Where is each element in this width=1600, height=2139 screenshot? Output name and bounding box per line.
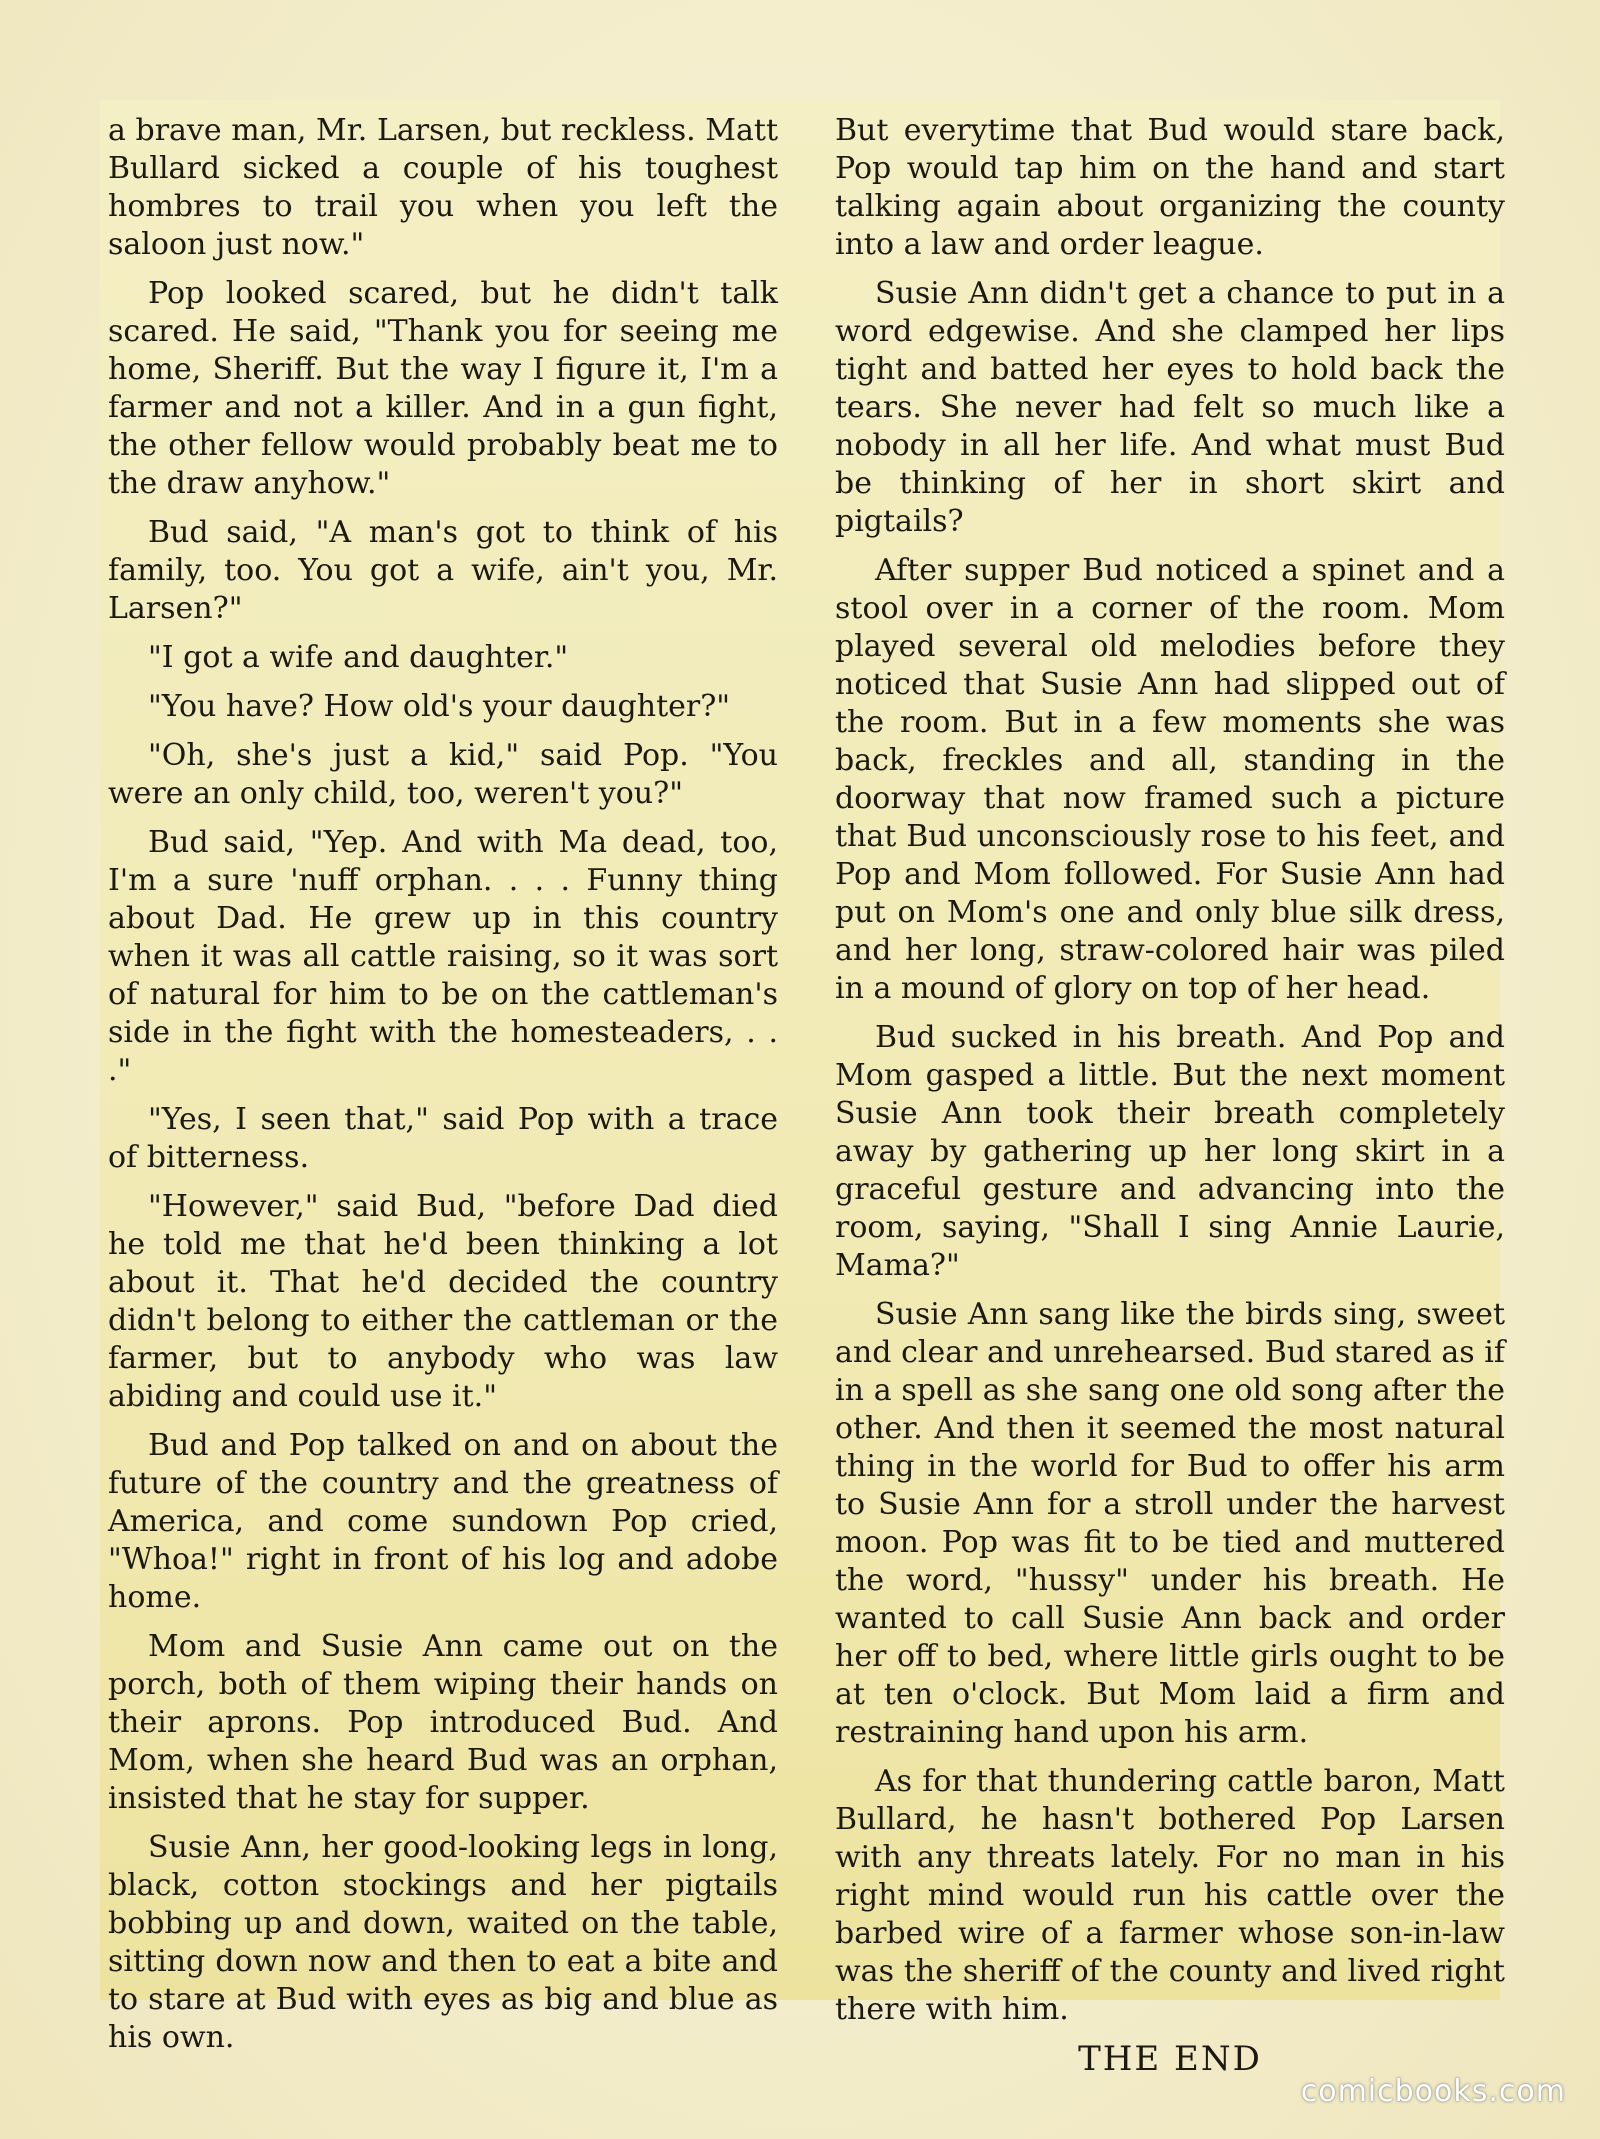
- paragraph: But everytime that Bud would stare back, Pop would tap him on the hand and start talking again about organizing the county into a law and order league.: [835, 113, 1505, 262]
- paragraph: Susie Ann sang like the birds sing, sweet and clear and unrehearsed. Bud stared as if in a spell as she sang one old song after the other. And then it seemed the most natural thing in the world for Bud to offer his arm to Susie Ann for a stroll under the harvest moon. Pop was fit to be tied and muttered the word, "hussy" under his breath. He wanted to call Susie Ann back and order her off to bed, where little girls ought to be at ten o'clock. But Mom laid a firm and restraining hand upon his arm.: [835, 1297, 1505, 1750]
- paragraph: Susie Ann didn't get a chance to put in a word edgewise. And she clamped her lips tight and batted her eyes to hold back the tears. She never had felt so much like a nobody in all her life. And what must Bud be thinking of her in short skirt and pigtails?: [835, 276, 1505, 539]
- paragraph: "I got a wife and daughter.": [148, 640, 569, 675]
- the-end-label: THE END: [1078, 2039, 1262, 2079]
- paragraph: Pop looked scared, but he didn't talk scared. He said, "Thank you for seeing me home, Sheriff. But the way I figure it, I'm a farmer and not a killer. And in a gun fight, the other fellow would probably beat me to the draw anyhow.": [108, 276, 778, 501]
- paragraph: Bud said, "A man's got to think of his family, too. You got a wife, ain't you, Mr. Larsen?": [108, 515, 778, 626]
- paragraph: Bud said, "Yep. And with Ma dead, too, I'm a sure 'nuff orphan. . . . Funny thing about Dad. He grew up in this country when it was all cattle raising, so it was sort of natural for him to be on the cattleman's side in the fight with the homesteaders, . . .": [108, 825, 778, 1088]
- watermark: comicbooks.com: [1300, 2074, 1566, 2109]
- paragraph: "Yes, I seen that," said Pop with a trace of bitterness.: [108, 1102, 778, 1175]
- paragraph: "You have? How old's your daughter?": [148, 689, 731, 724]
- paragraph: Bud and Pop talked on and on about the future of the country and the greatness of America, and come sundown Pop cried, "Whoa!" right in front of his log and adobe home.: [108, 1428, 778, 1615]
- paragraph: As for that thundering cattle baron, Matt Bullard, he hasn't bothered Pop Larsen with any threats lately. For no man in his right mind would run his cattle over the barbed wire of a farmer whose son-in-law was the sheriff of the county and lived right there with him.: [835, 1764, 1505, 2027]
- right-column: [835, 112, 1505, 2089]
- paragraph: "However," said Bud, "before Dad died he told me that he'd been thinking a lot about it. That he'd decided the country didn't belong to either the cattleman or the farmer, but to anybody who was law abiding and could use it.": [108, 1189, 778, 1414]
- paragraph: After supper Bud noticed a spinet and a stool over in a corner of the room. Mom played several old melodies before they noticed that Susie Ann had slipped out of the room. But in a few moments she was back, freckles and all, standing in the doorway that now framed such a picture that Bud unconsciously rose to his feet, and Pop and Mom followed. For Susie Ann had put on Mom's one and only blue silk dress, and her long, straw-colored hair was piled in a mound of glory on top of her head.: [835, 553, 1505, 1006]
- paragraph: a brave man, Mr. Larsen, but reckless. Matt Bullard sicked a couple of his toughest hombres to trail you when you left the saloon just now.": [108, 113, 778, 262]
- paragraph: Mom and Susie Ann came out on the porch, both of them wiping their hands on their aprons. Pop introduced Bud. And Mom, when she heard Bud was an orphan, insisted that he stay for supper.: [108, 1629, 778, 1816]
- paragraph: Susie Ann, her good-looking legs in long, black, cotton stockings and her pigtails bobbing up and down, waited on the table, sitting down now and then to eat a bite and to stare at Bud with eyes as big and blue as his own.: [108, 1830, 778, 2055]
- left-column: [108, 112, 778, 2068]
- paragraph: "Oh, she's just a kid," said Pop. "You were an only child, too, weren't you?": [108, 738, 778, 811]
- paragraph: Bud sucked in his breath. And Pop and Mom gasped a little. But the next moment Susie Ann took their breath completely away by gathering up her long skirt in a graceful gesture and advancing into the room, saying, "Shall I sing Annie Laurie, Mama?": [835, 1020, 1505, 1283]
